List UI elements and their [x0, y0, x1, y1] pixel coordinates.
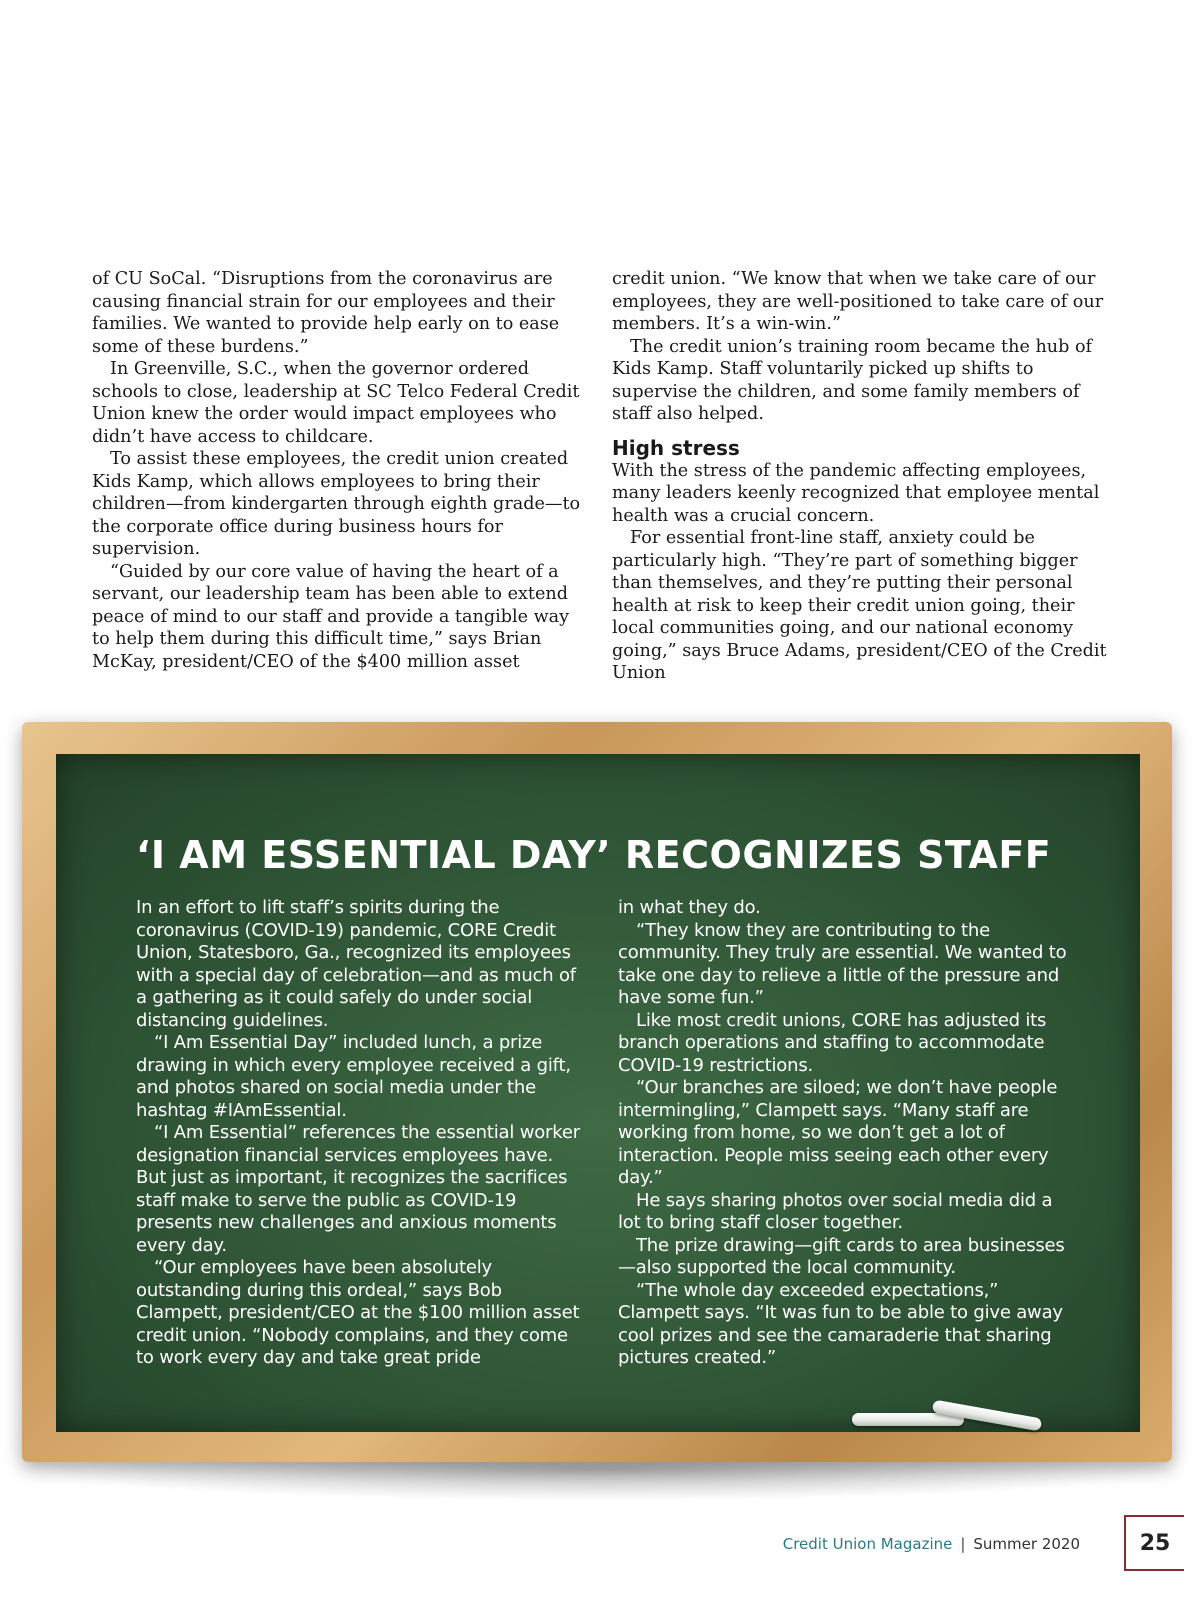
sidebar-paragraph: “Our branches are siloed; we don’t have people intermingling,” Clampett says. “Many staff are working from home, so we don’t get a lot of interaction. People miss seeing each other every day.” [618, 1077, 1058, 1188]
article-left-column [92, 268, 582, 673]
article-paragraph: The credit union’s training room became the hub of Kids Kamp. Staff voluntarily picked up shifts to supervise the children, and some family members of staff also helped. [612, 336, 1093, 424]
sidebar-paragraph: Like most credit unions, CORE has adjusted its branch operations and staffing to accommodate COVID-19 restrictions. [618, 1009, 1047, 1076]
sidebar-paragraph: “I Am Essential” references the essential worker designation financial services employees have. But just as important, it recognizes the sacrifices staff make to serve the public as COVID-19 presents new challenges and anxious moments every day. [136, 1122, 580, 1256]
sidebar-paragraph: He says sharing photos over social media did a lot to bring staff closer together. [618, 1189, 1053, 1233]
sidebar-paragraph: “The whole day exceeded expectations,” Clampett says. “It was fun to be able to give away cool prizes and see the camaraderie that sharing pictures created.” [618, 1279, 1063, 1368]
section-heading: High stress [612, 435, 740, 460]
sidebar-paragraph: In an effort to lift staff’s spirits during the coronavirus (COVID-19) pandemic, CORE Credit Union, Statesboro, Ga., recognized its employees with a special day of celebration—and as much of a gathering as it could safely do under social distancing guidelines. [136, 897, 576, 1031]
sidebar-paragraph: The prize drawing—gift cards to area businesses—also supported the local community. [618, 1234, 1065, 1278]
article-paragraph: To assist these employees, the credit union created Kids Kamp, which allows employees to bring their children—from kindergarten through eighth grade—to the corporate office during business hours for supervision. [92, 449, 581, 559]
footer-separator: | [960, 1535, 966, 1553]
page-footer [783, 1532, 1080, 1556]
sidebar-paragraph: “They know they are contributing to the community. They truly are essential. We wanted to take one day to relieve a little of the pressure and have some fun.” [618, 919, 1067, 1008]
page-number: 25 [1124, 1515, 1184, 1571]
article-paragraph: In Greenville, S.C., when the governor ordered schools to close, leadership at SC Telco Federal Credit Union knew the order would impact employees who didn’t have access to childcare. [92, 359, 580, 447]
magazine-name: Credit Union Magazine [782, 1535, 953, 1553]
article-paragraph: of CU SoCal. “Disruptions from the coronavirus are causing financial strain for our employees and their families. We wanted to provide help early on to ease some of these burdens.” [92, 269, 560, 357]
sidebar-paragraph: in what they do. [618, 897, 761, 918]
issue-label: Summer 2020 [973, 1535, 1080, 1553]
article-paragraph: “Guided by our core value of having the heart of a servant, our leadership team has been able to extend peace of mind to our staff and provide a tangible way to help them during this difficult time,” says Brian McKay, president/CEO of the $400 million asset [92, 561, 570, 672]
article-paragraph: With the stress of the pandemic affecting employees, many leaders keenly recognized that employee mental health was a crucial concern. [612, 460, 1100, 526]
article-right-column [612, 268, 1112, 685]
sidebar-right-column [618, 897, 1078, 1370]
sidebar-paragraph: “Our employees have been absolutely outstanding during this ordeal,” says Bob Clampett, president/CEO at the $100 million asset credit union. “Nobody complains, and they come to work every day and take great pride [136, 1257, 580, 1368]
sidebar-paragraph: “I Am Essential Day” included lunch, a prize drawing in which every employee received a gift, and photos shared on social media under the hashtag #IAmEssential. [136, 1032, 571, 1121]
article-paragraph: credit union. “We know that when we take care of our employees, they are well-positioned to take care of our members. It’s a win-win.” [612, 269, 1104, 334]
sidebar-left-column [136, 897, 586, 1370]
sidebar-title: ‘I AM ESSENTIAL DAY’ RECOGNIZES STAFF [136, 833, 1052, 877]
article-paragraph: For essential front-line staff, anxiety could be particularly high. “They’re part of something bigger than themselves, and they’re putting their personal health at risk to keep their credit union going, their local communities going, and our national economy going,” says Bruce Adams, president/CEO of the Credit Union [612, 528, 1107, 683]
